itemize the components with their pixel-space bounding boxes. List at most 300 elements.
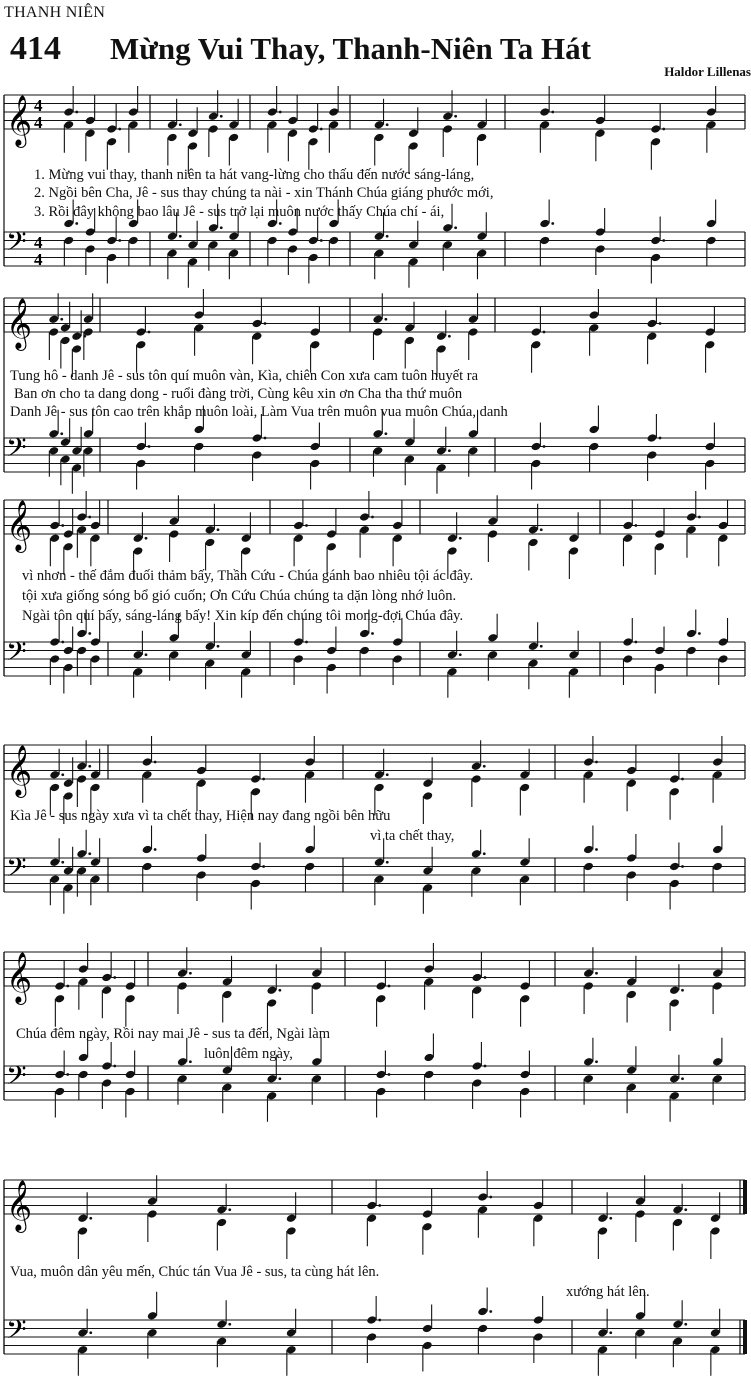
note-head [597,1328,608,1338]
dot [454,226,457,229]
lyric-line: 1. Mừng vui thay, thanh niên ta hát vang-lừng cho thấu đến nước sáng-láng, [34,167,475,183]
note-head [208,111,219,121]
note-head [408,141,419,151]
note-head [712,981,723,991]
note-head [147,1311,158,1321]
note-head [705,327,716,337]
bass-clef-icon: 𝄢 [6,635,27,674]
note-head [71,446,82,456]
note-head [101,1061,112,1071]
note-head [422,1209,433,1219]
note-head [528,641,539,651]
note-head [136,459,147,469]
note-head [712,1074,723,1084]
dot [278,989,281,992]
dot [145,537,148,540]
note-head [311,1057,322,1067]
bass-clef-icon: 𝄢 [6,1059,27,1098]
dot [684,1323,687,1326]
lyric-line: vì nhơn - thế đắm đuối thảm bấy, Thần Cứu - Chúa gánh bao nhiêu tội ác đây. [22,568,474,584]
note-head [125,1087,136,1097]
note-head [194,425,205,435]
note-head [635,1209,646,1219]
note-head [286,1213,297,1223]
note-head [252,433,263,443]
note-head [710,1226,721,1236]
note-head [583,968,594,978]
note-head [136,340,147,350]
note-head [672,1319,683,1329]
dot [264,322,267,325]
note-head [705,442,716,452]
note-head [106,236,117,246]
note-head [408,257,419,267]
note-head [54,1087,65,1097]
note-head [177,1057,188,1067]
note-head [267,107,278,117]
treble-clef-icon: 𝄞 [6,95,33,146]
note-head [477,1192,488,1202]
note-head [520,1087,531,1097]
note-head [404,454,415,464]
note-head [90,770,101,780]
note-head [125,994,136,1004]
note-head [76,525,87,535]
note-head [654,663,665,673]
lyric-line: 2. Ngồi bên Cha, Jê - sus thay chúng ta nài - xin Thánh Chúa giáng phước mới, [34,185,494,201]
note-head [422,778,433,788]
note-head [650,253,661,263]
note-head [228,133,239,143]
bass-clef-icon: 𝄢 [6,225,27,264]
note-head [404,437,415,447]
note-head [252,450,263,460]
note-head [408,128,419,138]
dot [89,1217,92,1220]
dot [189,1060,192,1063]
note-head [252,331,263,341]
note-head [63,663,74,673]
note-head [589,323,600,333]
note-head [669,1074,680,1084]
note-head [133,546,144,556]
note-head [293,637,304,647]
note-head [583,845,594,855]
note-head [304,862,315,872]
note-head [54,981,65,991]
note-head [533,1201,544,1211]
note-head [589,310,600,320]
note-head [374,857,385,867]
note-head [359,629,370,639]
note-head [372,429,383,439]
note-head [106,253,117,263]
note-head [326,529,337,539]
note-head [101,985,112,995]
note-head [310,442,321,452]
note-head [196,778,207,788]
dot [386,235,389,238]
dot [60,432,63,435]
note-head [177,968,188,978]
note-head [710,1345,721,1355]
note-head [76,774,87,784]
note-head [654,646,665,656]
note-head [54,1070,65,1080]
note-head [48,429,59,439]
note-head [597,1213,608,1223]
note-head [672,1218,683,1228]
note-head [90,783,101,793]
note-head [77,1345,88,1355]
note-head [712,862,723,872]
dot [217,528,220,531]
note-head [205,658,216,668]
dot [698,516,701,519]
note-head [250,879,261,889]
note-head [49,637,60,647]
note-head [374,770,385,780]
note-head [472,1061,483,1071]
note-head [77,1328,88,1338]
time-signature: 4 [34,233,43,252]
note-head [568,533,579,543]
note-head [595,227,606,237]
dot [459,653,462,656]
bass-clef-icon: 𝄢 [6,851,27,890]
dot [145,653,148,656]
dot [320,128,323,131]
note-head [90,874,101,884]
note-head [133,533,144,543]
note-head [60,437,71,447]
note-head [472,985,483,995]
note-head [447,533,458,543]
note-head [208,124,219,134]
note-head [167,133,178,143]
note-head [216,1319,227,1329]
note-head [447,650,458,660]
note-head [669,862,680,872]
note-head [308,124,319,134]
dot [388,1073,391,1076]
note-head [187,141,198,151]
note-head [71,463,82,473]
note-head [326,542,337,552]
note-head [83,446,94,456]
note-head [142,770,153,780]
treble-clef-icon: 𝄞 [6,745,33,796]
dot [595,848,598,851]
note-head [533,1315,544,1325]
dot [61,524,64,527]
note-head [328,107,339,117]
note-head [266,998,277,1008]
dot [634,524,637,527]
note-head [205,525,216,535]
note-head [359,512,370,522]
note-head [472,1078,483,1088]
dot [66,985,69,988]
note-head [583,1074,594,1084]
note-head [194,310,205,320]
note-head [528,658,539,668]
note-head [250,787,261,797]
note-head [76,512,87,522]
note-head [49,857,60,867]
note-head [712,845,723,855]
note-head [266,1091,277,1101]
note-head [228,231,239,241]
note-head [650,236,661,246]
note-head [366,1332,377,1342]
dot [118,128,121,131]
note-head [712,757,723,767]
dot [483,852,486,855]
note-head [63,542,74,552]
note-head [471,849,482,859]
lyric-line: vì ta chết thay, [370,828,455,844]
note-head [311,1074,322,1084]
composer-credit: Haldor Lillenas [664,64,751,79]
note-head [63,120,74,130]
note-head [654,529,665,539]
note-head [78,977,89,987]
note-head [308,253,319,263]
note-head [424,977,435,987]
note-head [241,650,252,660]
note-head [169,516,180,526]
time-signature: 4 [34,113,43,132]
note-head [310,340,321,350]
note-head [597,1226,608,1236]
note-head [442,111,453,121]
note-head [468,327,479,337]
note-head [583,1057,594,1067]
note-head [477,1307,488,1317]
dot [659,322,662,325]
note-head [76,866,87,876]
dot [60,318,63,321]
note-head [669,1091,680,1101]
dot [371,516,374,519]
note-head [626,977,637,987]
bass-clef-icon: 𝄢 [6,1313,27,1352]
note-head [205,538,216,548]
dot [148,445,151,448]
note-head [471,866,482,876]
note-head [142,757,153,767]
note-head [686,512,697,522]
dot [388,985,391,988]
note-head [404,336,415,346]
note-head [626,853,637,863]
note-head [487,633,498,643]
dot [609,1331,612,1334]
note-head [106,124,117,134]
note-head [424,964,435,974]
note-head [376,1070,387,1080]
note-head [136,442,147,452]
note-head [286,1226,297,1236]
note-head [669,774,680,784]
dot [148,331,151,334]
note-head [476,231,487,241]
dot [378,1204,381,1207]
note-head [635,1196,646,1206]
dot [684,1208,687,1211]
dot [386,123,389,126]
note-head [136,327,147,337]
note-head [287,244,298,254]
lyric-line: luôn đêm ngày, [204,1046,293,1062]
note-head [647,319,658,329]
note-head [531,442,542,452]
note-head [686,629,697,639]
note-head [718,521,729,531]
note-head [669,879,680,889]
note-head [128,236,139,246]
dot [61,773,64,776]
dot [278,1077,281,1080]
note-head [539,219,550,229]
note-head [304,770,315,780]
note-head [187,240,198,250]
dot [681,1077,684,1080]
note-head [216,1218,227,1228]
note-head [328,120,339,130]
note-head [128,107,139,117]
note-head [142,845,153,855]
note-head [583,757,594,767]
note-head [487,529,498,539]
note-head [374,133,385,143]
note-head [304,845,315,855]
note-head [147,1328,158,1338]
dot [61,641,64,644]
note-head [519,874,530,884]
note-head [308,236,319,246]
note-head [54,994,65,1004]
dot [489,1310,492,1313]
note-head [669,985,680,995]
note-head [49,533,60,543]
dot [543,331,546,334]
note-head [90,521,101,531]
note-head [669,787,680,797]
note-head [125,981,136,991]
dot [66,1073,69,1076]
note-head [222,977,233,987]
note-head [90,637,101,647]
note-head [78,1070,89,1080]
note-head [241,533,252,543]
note-head [60,454,71,464]
note-head [436,463,447,473]
note-head [583,770,594,780]
note-head [222,990,233,1000]
section-label: THANH NIÊN [4,4,106,21]
note-head [706,236,717,246]
note-head [468,446,479,456]
note-head [436,446,447,456]
note-head [531,459,542,469]
dot [681,865,684,868]
note-head [520,994,531,1004]
note-head [710,1328,721,1338]
note-head [326,663,337,673]
note-head [528,538,539,548]
note-head [77,1226,88,1236]
note-head [48,327,59,337]
note-head [71,331,82,341]
note-head [622,654,633,664]
note-head [589,442,600,452]
note-head [539,120,550,130]
note-head [669,998,680,1008]
dot [220,115,223,118]
dot [454,115,457,118]
dot [262,865,265,868]
note-head [392,637,403,647]
note-head [287,128,298,138]
dot [551,111,554,114]
note-head [216,1205,227,1215]
note-head [706,107,717,117]
dot [113,1065,116,1068]
dot [154,848,157,851]
note-head [519,857,530,867]
note-head [85,128,96,138]
hymn-title: Mừng Vui Thay, Thanh-Niên Ta Hát [110,31,591,66]
note-head [374,248,385,258]
note-head [422,1222,433,1232]
note-head [583,981,594,991]
note-head [125,1070,136,1080]
dot [681,989,684,992]
note-head [583,862,594,872]
note-head [63,791,74,801]
note-head [718,637,729,647]
lyric-line: Danh Jê - sus tôn cao trên khắp muôn loài, Làm Vua trên muôn vua muôn Chúa, danh [10,404,508,420]
note-head [650,137,661,147]
note-head [718,654,729,664]
note-head [83,314,94,324]
note-head [595,244,606,254]
note-head [686,525,697,535]
note-head [531,327,542,337]
lyric-line: Ngài tôn quí bấy, sáng-láng bấy! Xin kíp đến chúng tôi mong-đợi Chúa đây. [22,608,464,624]
note-head [487,650,498,660]
note-head [85,227,96,237]
note-head [519,783,530,793]
note-head [672,1205,683,1215]
note-head [63,778,74,788]
note-head [222,1082,233,1092]
note-head [287,227,298,237]
dot [540,528,543,531]
note-head [177,1074,188,1084]
note-head [626,1082,637,1092]
dot [384,432,387,435]
note-head [372,327,383,337]
dot [228,1208,231,1211]
note-head [49,783,60,793]
note-head [77,1213,88,1223]
note-head [654,542,665,552]
note-head [63,236,74,246]
note-head [49,521,60,531]
